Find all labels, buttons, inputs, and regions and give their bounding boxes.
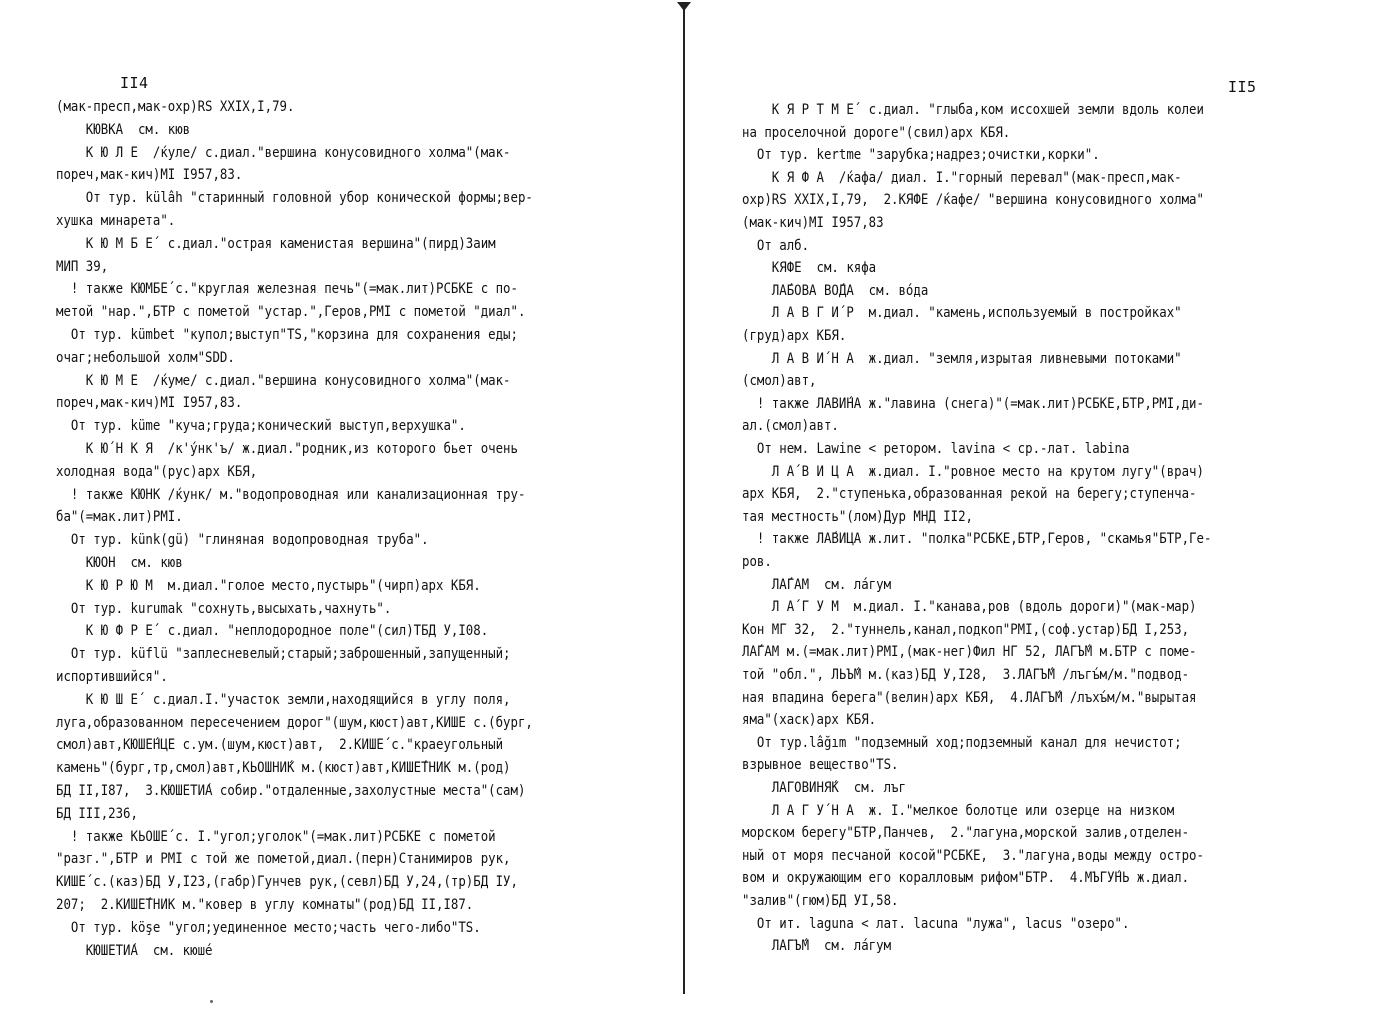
text-line: БД III,236, xyxy=(56,805,138,822)
text-line: морском берегу"БТР,Панчев, 2."лагуна,морской залив,отделен- xyxy=(742,825,1190,842)
text-line: К Ю М Б Е́ с.диал."острая каменистая вершина"(пирд)Заим xyxy=(56,235,496,252)
text-line: ! также ЛАВИ́НА ж."лавина (снега)"(=мак.лит)РСБКЕ,БТР,РМI,ди- xyxy=(742,395,1204,412)
right-page-number: II5 xyxy=(1228,78,1257,96)
text-line: яма"(хаск)арх КБЯ. xyxy=(742,712,877,729)
text-line: КЮШЕТИ́А см. кюше́ xyxy=(56,942,213,959)
text-line: метой "нар.",БТР с пометой "устар.",Геров,РМI с пометой "диал". xyxy=(56,304,526,321)
text-line: КЮОН см. кюв xyxy=(56,555,183,571)
text-line: От тур. kümbet "купол;выступ"TS,"корзина для сохранения еды; xyxy=(56,327,518,343)
text-line: ная впадина берега"(велин)арх КБЯ, 4.ЛАГЪ́М /лъхъ́м/м."вырытая xyxy=(742,689,1197,706)
text-line: (груд)арх КБЯ. xyxy=(742,328,847,344)
text-line: ! также КЮМБЕ́ с."круглая железная печь"(=мак.лит)РСБКЕ с по- xyxy=(56,281,518,298)
text-line: ! также ЛА́ВИЦА ж.лит. "полка"РСБКЕ,БТР,Геров, "скамья"БТР,Ге- xyxy=(742,531,1212,548)
text-line: 207; 2.КИШЕ́ТНИК м."ковер в углу комнаты"(род)БД II,I87. xyxy=(56,897,474,913)
text-line: ! также КЮНК /ќунк/ м."водопроводная или канализационная тру- xyxy=(56,486,526,503)
text-line: От тур. küme "куча;груда;конический выступ,верхушка". xyxy=(56,418,466,435)
text-line: От тур. kertme "зарубка;надрез;очистки,корки". xyxy=(742,147,1100,164)
text-line: ЛА́ГАМ м.(=мак.лит)РМI,(мак-нег)Фил НГ 52, ЛАГЪ́М м.БТР с поме- xyxy=(742,644,1197,661)
text-line: К Ю́ Н К Я /к'ýнк'ъ/ ж.диал."родник,из которого бьет очень xyxy=(56,441,518,457)
text-line: камень"(бург,тр,смол)авт,КЬОШНИ́К м.(кюст)авт,КИШЕ́ТНИК м.(род) xyxy=(56,760,511,777)
text-line: КИШЕ́ с.(каз)БД У,I23,(габр)Гунчев рук,(севл)БД У,24,(тр)БД IУ, xyxy=(56,874,518,891)
text-line: От алб. xyxy=(742,237,810,254)
text-line: (мак-пресп,мак-охр)RS XXIX,I,79. xyxy=(56,99,295,115)
text-line: ЛАГОВИНЯ́К см. лъг xyxy=(742,780,906,796)
text-line: От тур. küflü "заплесневелый;старый;заброшенный,запущенный; xyxy=(56,646,511,663)
text-line: Л А В И́ Н А ж.диал. "земля,изрытая ливневыми потоками" xyxy=(742,350,1182,367)
text-line: пореч,мак-кич)МI I957,83. xyxy=(56,395,243,412)
text-line: очаг;небольшой холм"SDD. xyxy=(56,349,235,366)
text-line: Л А Г У́ Н А ж. I."мелкое болотце или озерце на низком xyxy=(742,802,1175,819)
text-line: К Ю Л Е /ќуле/ с.диал."вершина конусовидного холма"(мак- xyxy=(56,144,511,161)
text-line: От тур. kurumak "сохнуть,высыхать,чахнуть". xyxy=(56,600,392,617)
text-line: "залив"(гюм)БД УI,58. xyxy=(742,893,899,909)
left-page-number: II4 xyxy=(120,74,149,92)
text-line: испортившийся". xyxy=(56,669,168,685)
text-line: КЯФЕ см. кяфа xyxy=(742,260,877,277)
text-line: ЛА́ГАМ см. ла́гум xyxy=(742,576,892,593)
left-page xyxy=(0,0,680,1027)
text-line: ров. xyxy=(742,554,772,570)
right-page xyxy=(690,0,1400,1027)
text-line: Кон МГ 32, 2."туннель,канал,подкоп"РМI,(соф.устар)БД I,253, xyxy=(742,621,1190,638)
text-line: ЛАГЪ́М см. ла́гум xyxy=(742,938,892,955)
text-line: арх КБЯ, 2."ступенька,образованная рекой на берегу;ступенча- xyxy=(742,486,1197,503)
text-line: От ит. laguna < лат. lacuna "лужа", lacus "озеро". xyxy=(742,915,1130,932)
text-line: Л А́ В И Ц А ж.диал. I."ровное место на крутом лугу"(врач) xyxy=(742,463,1204,480)
text-line: охр)RS XXIX,I,79, 2.КЯФЕ /ќафе/ "вершина конусовидного холма" xyxy=(742,192,1204,209)
page-divider xyxy=(683,4,685,994)
text-line: луга,образованном пересечением дорог"(шум,кюст)авт,КИШЕ с.(бург, xyxy=(56,714,533,731)
text-line: тая местность"(лом)Дур МНД II2, xyxy=(742,508,973,525)
text-line: смол)авт,КЮШЕ́НЦЕ с.ум.(шум,кюст)авт, 2.КИШЕ́ с."краеугольный xyxy=(56,737,504,754)
text-line: КЮВКА см. кюв xyxy=(56,121,191,138)
text-line: К Ю М Е /ќуме/ с.диал."вершина конусовидного холма"(мак- xyxy=(56,372,511,389)
text-line: "разг.",БТР и РМI с той же пометой,диал.(перн)Станимиров рук, xyxy=(56,851,511,868)
text-line: (смол)авт, xyxy=(742,373,817,390)
text-line: той "обл.", ЛЬЪ́М м.(каз)БД У,I28, 3.ЛАГЪ́М /лъгъ́м/м."подвод- xyxy=(742,667,1190,683)
text-line: (мак-кич)МI I957,83 xyxy=(742,215,884,231)
text-line: взрывное вещество"TS. xyxy=(742,757,899,774)
text-line: К Ю Ф Р Е́ с.диал. "неплодородное поле"(сил)ТБД У,I08. xyxy=(56,623,489,640)
text-line: К Я Ф А /ќафа/ диал. I."горный перевал"(мак-пресп,мак- xyxy=(742,169,1182,186)
text-line: на проселочной дороге"(свил)арх КБЯ. xyxy=(742,124,1011,141)
text-line: ! также КЬОШЕ́ с. I."угол;уголок"(=мак.лит)РСБКЕ с пометой xyxy=(56,828,496,845)
text-line: От тур. köşe "угол;уединенное место;часть чего-либо"TS. xyxy=(56,919,481,936)
text-line: холодная вода"(рус)арх КБЯ, xyxy=(56,463,258,480)
text-line: ал.(смол)авт. xyxy=(742,418,839,435)
text-line: ный от моря песчаной косой"РСБКЕ, 3."лагуна,воды между остро- xyxy=(742,847,1204,864)
text-line: Л А́ Г У М м.диал. I."канава,ров (вдоль дороги)"(мак-мар) xyxy=(742,599,1197,616)
text-line: МИП 39, xyxy=(56,258,109,275)
text-line: вом и окружающим его коралловым рифом"БТР. 4.МЪГУ́НЬ ж.диал. xyxy=(742,870,1190,887)
text-line: хушка минарета". xyxy=(56,213,176,229)
text-line: ЛА́БОВА ВО́ДА см. во́да xyxy=(742,282,929,299)
text-line: К Ю Р Ю М м.диал."голое место,пустырь"(чирп)арх КБЯ. xyxy=(56,577,481,594)
text-line: К Я Р Т М Е́ с.диал. "глыба,ком иссохшей земли вдоль колеи xyxy=(742,102,1204,118)
text-line: От тур. külâh "старинный головной убор конической формы;вер- xyxy=(56,190,533,207)
text-line: От тур.lâğım "подземный ход;подземный канал для нечистот; xyxy=(742,734,1182,751)
text-line: Л А В Г И́ Р м.диал. "камень,используемый в постройках" xyxy=(742,305,1182,322)
text-line: ба"(=мак.лит)РМI. xyxy=(56,509,183,526)
text-line: БД II,I87, 3.КЮШЕТИ́А собир."отдаленные,захолустные места"(сам) xyxy=(56,783,526,799)
text-line: пореч,мак-кич)МI I957,83. xyxy=(56,167,243,184)
text-line: От тур. künk(gü) "глиняная водопроводная труба". xyxy=(56,532,429,549)
text-line: От нем. Lawine < ретором. lavina < ср.-лат. labina xyxy=(742,441,1130,457)
text-line: К Ю Ш Е́ с.диал.I."участок земли,находящийся в углу поля, xyxy=(56,691,511,708)
